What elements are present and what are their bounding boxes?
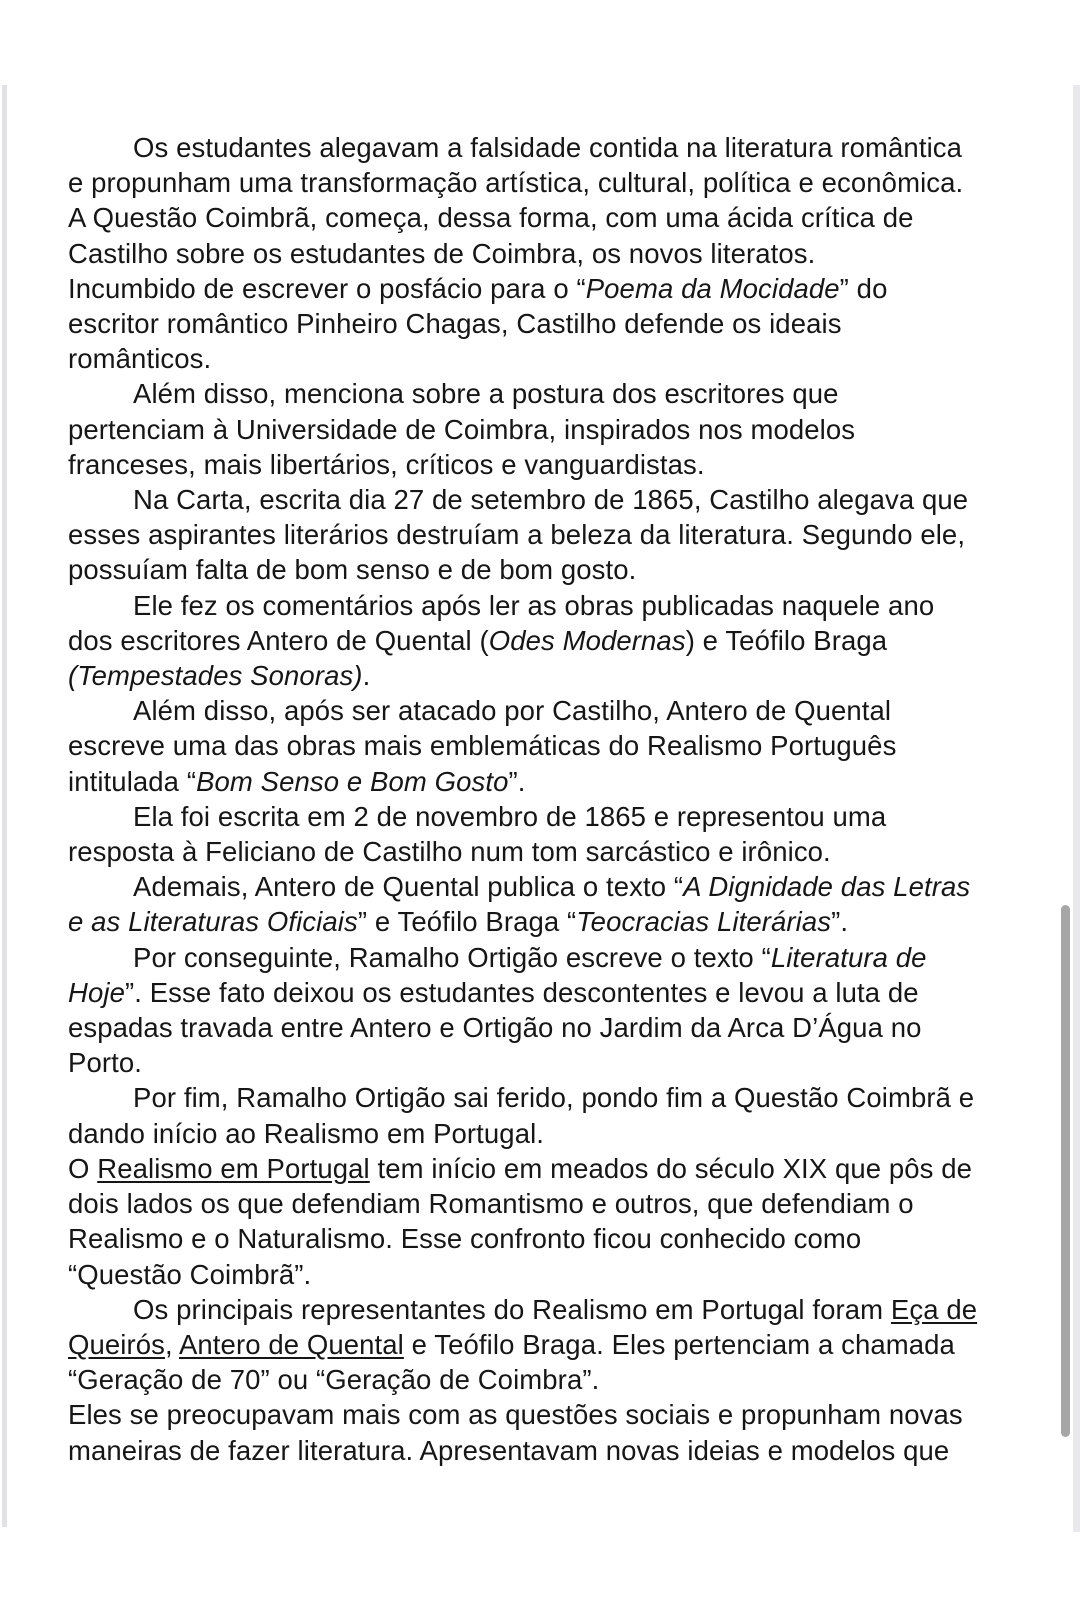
text-line [68, 376, 1020, 411]
text-line [68, 236, 1020, 271]
text-link[interactable]: Antero de Quental [178, 1328, 404, 1360]
text-line [68, 447, 1020, 482]
text-line [68, 1080, 1020, 1115]
text-run: Porto. [68, 1047, 142, 1079]
text-run: . [362, 660, 371, 692]
text-line [68, 869, 1020, 904]
text-run: ”. [831, 906, 849, 938]
text-link[interactable]: Queirós [68, 1328, 165, 1360]
text-run: O [68, 1152, 98, 1184]
text-run: “Questão Coimbrã”. [68, 1258, 312, 1290]
text-line [68, 306, 1020, 341]
text-run: Por fim, Ramalho Ortigão sai ferido, pondo fim a Questão Coimbrã e [133, 1082, 975, 1114]
text-run: Ademais, Antero de Quental publica o texto “ [133, 871, 684, 903]
text-run: espadas travada entre Antero e Ortigão no Jardim da Arca D’Água no [68, 1012, 922, 1044]
text-run: A Questão Coimbrã, começa, dessa forma, com uma ácida crítica de [68, 202, 914, 234]
text-line [68, 1257, 1020, 1292]
text-line [68, 1221, 1020, 1256]
text-run: Ela foi escrita em 2 de novembro de 1865 e representou uma [133, 800, 887, 832]
page-edge-left [2, 85, 7, 1527]
text-line [68, 271, 1020, 306]
text-line [68, 1186, 1020, 1221]
text-run: A Dignidade das Letras [683, 871, 971, 903]
text-line [68, 1292, 1020, 1327]
text-run: ) e Teófilo Braga [685, 624, 888, 656]
text-line [68, 904, 1020, 939]
text-run: tem início em meados do século XIX que pôs de [369, 1152, 973, 1184]
text-line [68, 693, 1020, 728]
text-run: Poema da Mocidade [585, 272, 840, 304]
text-run: possuíam falta de bom senso e de bom gosto. [68, 554, 637, 586]
text-run: Literatura de [770, 941, 927, 973]
text-run: Teocracias Literárias [576, 906, 832, 938]
text-line [68, 482, 1020, 517]
text-line [68, 658, 1020, 693]
text-run: Odes Modernas [488, 624, 686, 656]
text-run: Ele fez os comentários após ler as obras publicadas naquele ano [133, 589, 935, 621]
text-line [68, 1116, 1020, 1151]
text-run: franceses, mais libertários, críticos e vanguardistas. [68, 448, 705, 480]
text-link[interactable]: Eça de [890, 1293, 978, 1325]
text-run: Os principais representantes do Realismo em Portugal foram [133, 1293, 891, 1325]
text-line [68, 341, 1020, 376]
text-run: (Tempestades Sonoras) [68, 660, 363, 692]
text-line [68, 588, 1020, 623]
text-line [68, 1362, 1020, 1397]
text-run: ” e Teófilo Braga “ [357, 906, 577, 938]
text-run: Na Carta, escrita dia 27 de setembro de 1865, Castilho alegava que [133, 484, 969, 516]
text-run: intitulada “ [68, 765, 197, 797]
text-run: românticos. [68, 343, 212, 375]
text-line [68, 940, 1020, 975]
text-line [68, 623, 1020, 658]
text-line [68, 412, 1020, 447]
text-run: resposta à Feliciano de Castilho num tom sarcástico e irônico. [68, 836, 831, 868]
text-run: ”. Esse fato deixou os estudantes descontentes e levou a luta de [124, 976, 919, 1008]
text-run: escreve uma das obras mais emblemáticas do Realismo Português [68, 730, 897, 762]
text-line [68, 130, 1020, 165]
text-run: ” do [839, 272, 888, 304]
text-run: dois lados os que defendiam Romantismo e outros, que defendiam o [68, 1188, 914, 1220]
text-line [68, 975, 1020, 1010]
text-run: Incumbido de escrever o posfácio para o “ [68, 272, 586, 304]
text-line [68, 517, 1020, 552]
text-run: esses aspirantes literários destruíam a beleza da literatura. Segundo ele, [68, 519, 966, 551]
text-line [68, 1397, 1020, 1432]
text-run: e as Literaturas Oficiais [68, 906, 358, 938]
text-run: Além disso, menciona sobre a postura dos escritores que [133, 378, 839, 410]
text-line [68, 728, 1020, 763]
text-run: Realismo e o Naturalismo. Esse confronto ficou conhecido como [68, 1223, 862, 1255]
text-run: e propunham uma transformação artística, cultural, política e econômica. [68, 167, 964, 199]
text-run: Castilho sobre os estudantes de Coimbra, os novos literatos. [68, 237, 816, 269]
text-line [68, 200, 1020, 235]
text-run: ”. [508, 765, 526, 797]
text-run: “Geração de 70” ou “Geração de Coimbra”. [68, 1364, 600, 1396]
text-line [68, 1327, 1020, 1362]
text-run: e Teófilo Braga. Eles pertenciam a chamada [403, 1328, 955, 1360]
text-link[interactable]: Realismo em Portugal [97, 1152, 370, 1184]
text-line [68, 1045, 1020, 1080]
text-run: Além disso, após ser atacado por Castilho, Antero de Quental [133, 695, 892, 727]
text-run: maneiras de fazer literatura. Apresentavam novas ideias e modelos que [68, 1434, 950, 1466]
text-line [68, 799, 1020, 834]
text-line [68, 1433, 1020, 1468]
text-run: dos escritores Antero de Quental ( [68, 624, 489, 656]
text-line [68, 834, 1020, 869]
text-run: , [165, 1328, 179, 1360]
text-run: Eles se preocupavam mais com as questões sociais e propunham novas [68, 1399, 963, 1431]
text-run: Os estudantes alegavam a falsidade contida na literatura romântica [133, 132, 963, 163]
text-line [68, 1151, 1020, 1186]
text-line [68, 1010, 1020, 1045]
text-run: dando início ao Realismo em Portugal. [68, 1117, 545, 1149]
text-line [68, 165, 1020, 200]
text-run: pertenciam à Universidade de Coimbra, inspirados nos modelos [68, 413, 856, 445]
scrollbar-thumb[interactable] [1061, 905, 1070, 1437]
document-text [68, 130, 1020, 1468]
text-line [68, 764, 1020, 799]
text-run: Hoje [68, 976, 125, 1008]
text-run: Por conseguinte, Ramalho Ortigão escreve o texto “ [133, 941, 771, 973]
text-line [68, 552, 1020, 587]
text-run: escritor romântico Pinheiro Chagas, Castilho defende os ideais [68, 308, 842, 340]
page-edge-right [1073, 85, 1080, 1532]
text-run: Bom Senso e Bom Gosto [196, 765, 509, 797]
